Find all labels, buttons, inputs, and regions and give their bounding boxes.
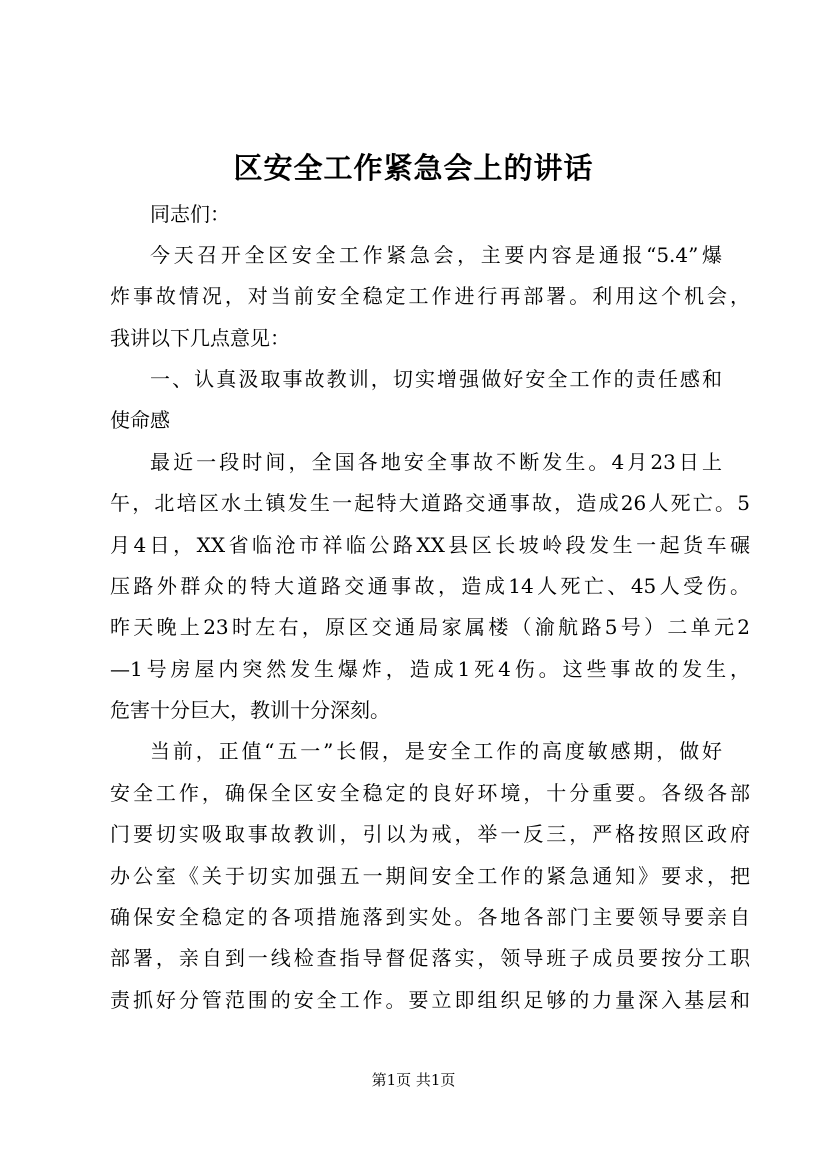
paragraph-line: 昨天晚上23时左右，原区交通局家属楼（渝航路5号）二单元2: [110, 615, 750, 639]
paragraph-line: 确保安全稳定的各项措施落到实处。各地各部门主要领导要亲自: [110, 905, 750, 929]
document-title: 区安全工作紧急会上的讲话: [233, 151, 594, 185]
paragraph-line: 午，北培区水土镇发生一起特大道路交通事故，造成26人死亡。5: [110, 491, 750, 515]
paragraph-line: 当前，正值“五一”长假，是安全工作的高度敏感期，做好: [150, 739, 722, 763]
paragraph-line: 炸事故情况，对当前安全稳定工作进行再部署。利用这个机会，: [110, 284, 750, 308]
page-footer: 第1页 共1页: [371, 1071, 456, 1089]
paragraph-line: 办公室《关于切实加强五一期间安全工作的紧急通知》要求，把: [110, 864, 750, 888]
section-heading-line: 使命感: [110, 408, 170, 432]
paragraph-line: 同志们：: [150, 202, 230, 226]
paragraph-line: —1号房屋内突然发生爆炸，造成1死4伤。这些事故的发生，: [110, 657, 750, 681]
paragraph-line: 月4日，XX省临沧市祥临公路XX县区长坡岭段发生一起货车碾: [110, 533, 750, 557]
paragraph-line: 今天召开全区安全工作紧急会，主要内容是通报“5.4”爆: [150, 243, 722, 267]
paragraph-line: 部署，亲自到一线检查指导督促落实，领导班子成员要按分工职: [110, 946, 750, 970]
paragraph-line: 安全工作，确保全区安全稳定的良好环境，十分重要。各级各部: [110, 781, 750, 805]
paragraph-line: 危害十分巨大，教训十分深刻。: [110, 698, 390, 722]
paragraph-line: 门要切实吸取事故教训，引以为戒，举一反三，严格按照区政府: [110, 822, 750, 846]
paragraph-line: 压路外群众的特大道路交通事故，造成14人死亡、45人受伤。: [110, 574, 750, 598]
paragraph-line: 最近一段时间，全国各地安全事故不断发生。4月23日上: [150, 450, 722, 474]
paragraph-line: 责抓好分管范围的安全工作。要立即组织足够的力量深入基层和: [110, 988, 750, 1012]
section-heading-line: 一、认真汲取事故教训，切实增强做好安全工作的责任感和: [150, 367, 722, 391]
paragraph-line: 我讲以下几点意见：: [110, 326, 290, 350]
